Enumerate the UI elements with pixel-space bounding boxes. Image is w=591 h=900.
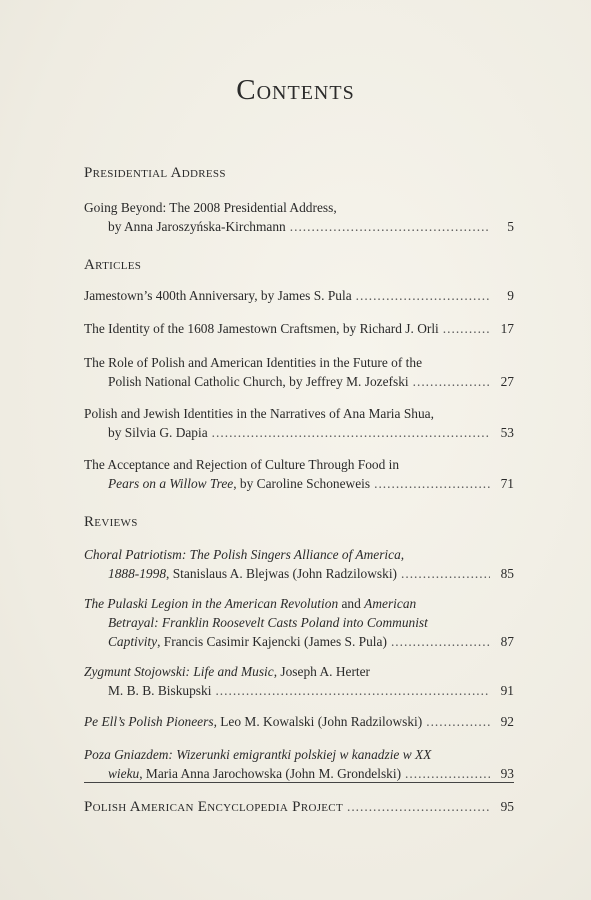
entry-title: Jamestown’s 400th Anniversary, by James S. Pula [84,288,352,303]
toc-entry-encyclopedia[interactable] [84,797,514,817]
section-heading-reviews: Reviews [84,514,138,530]
toc-entry[interactable] [84,198,514,236]
toc-entry[interactable] [84,545,514,583]
toc-entry[interactable] [84,662,514,700]
toc-entry[interactable] [84,286,514,305]
entry-book-title: American [364,596,417,611]
section-heading-encyclopedia: Polish American Encyclopedia Project [84,799,343,815]
page-number: 92 [500,714,514,729]
page-number: 53 [500,425,514,440]
page-number: 91 [500,683,514,698]
dot-leader [391,632,490,651]
page-title: Contents [236,74,355,106]
entry-book-title-cont: Betrayal: Franklin Roosevelt Casts Poland into Communist [108,615,428,630]
toc-entry[interactable] [84,455,514,493]
entry-title: The Acceptance and Rejection of Culture Through Food in [84,457,400,472]
entry-author: , Joseph A. Herter [273,664,371,679]
dot-leader [215,681,490,700]
toc-entry[interactable] [84,319,514,338]
entry-book-title-cont: Captivity [108,634,158,649]
section-heading-articles: Articles [84,257,142,273]
entry-author: , Maria Anna Jarochowska (John M. Grondelski) [139,766,402,781]
toc-entry[interactable] [84,712,514,731]
dot-leader [401,564,490,583]
page-number: 95 [500,799,514,814]
divider-rule [84,782,514,783]
dot-leader [426,712,490,731]
entry-author: , by Caroline Schoneweis [233,476,371,491]
entry-conjunction: and [338,596,365,611]
toc-entry[interactable] [84,353,514,391]
entry-title-cont: Polish National Catholic Church, by Jeffrey M. Jozefski [108,374,409,389]
entry-book-title-cont: wieku [108,766,140,781]
dot-leader [405,764,490,783]
dot-leader [347,797,490,816]
dot-leader [413,372,490,391]
entry-book-title: Poza Gniazdem: Wizerunki emigrantki polskiej w kanadzie w XX [84,747,432,762]
entry-author: by Silvia G. Dapia [108,425,208,440]
dot-leader [290,217,490,236]
dot-leader [374,474,490,493]
entry-title: Going Beyond: The 2008 Presidential Address, [84,200,337,215]
dot-leader [212,423,490,442]
page-number: 5 [507,219,514,234]
toc-entry[interactable] [84,404,514,442]
dot-leader [356,286,490,305]
page-number: 93 [500,766,514,781]
page-number: 87 [500,634,514,649]
entry-title: The Role of Polish and American Identities in the Future of the [84,355,423,370]
toc-entry[interactable] [84,745,514,783]
entry-author: , Stanislaus A. Blejwas (John Radzilowski) [166,566,398,581]
entry-book-title: Pe Ell’s Polish Pioneers [84,714,214,729]
page-number: 85 [500,566,514,581]
entry-author: , Leo M. Kowalski (John Radzilowski) [213,714,423,729]
toc-entry[interactable] [84,594,514,651]
entry-book-title: The Pulaski Legion in the American Revolution [84,596,339,611]
entry-book-title: Zygmunt Stojowski: Life and Music [84,664,274,679]
entry-book-title: Pears on a Willow Tree [108,476,234,491]
entry-title: The Identity of the 1608 Jamestown Craftsmen, by Richard J. Orli [84,321,439,336]
page-number: 17 [500,321,514,336]
entry-book-title-cont: 1888-1998 [108,566,167,581]
entry-title: Polish and Jewish Identities in the Narratives of Ana Maria Shua, [84,406,434,421]
entry-author-cont: M. B. B. Biskupski [108,683,212,698]
entry-author: by Anna Jaroszyńska-Kirchmann [108,219,286,234]
entry-book-title: Choral Patriotism: The Polish Singers Alliance of America, [84,547,405,562]
page-number: 27 [500,374,514,389]
page-number: 71 [500,476,514,491]
page-number: 9 [507,288,514,303]
entry-author: , Francis Casimir Kajencki (James S. Pula) [157,634,387,649]
dot-leader [443,319,490,338]
section-heading-presidential: Presidential Address [84,165,226,181]
